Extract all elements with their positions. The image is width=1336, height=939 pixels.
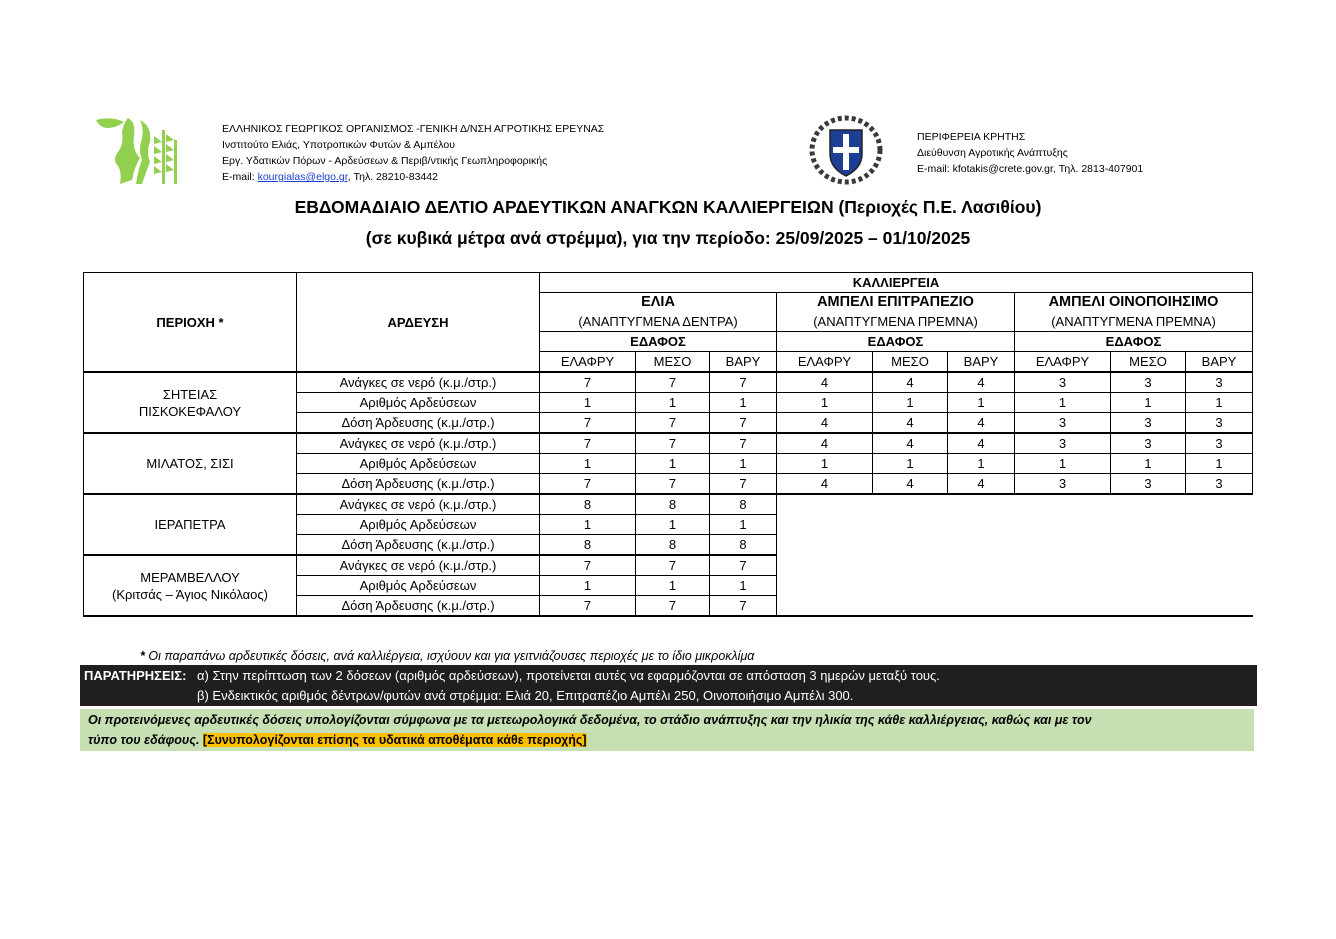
- notes-label: ΠΑΡΑΤΗΡΗΣΕΙΣ:: [84, 668, 187, 683]
- value-cell: 4: [873, 433, 948, 454]
- methodology-note: [80, 709, 1254, 751]
- crop-sub-olive: (ΑΝΑΠΤΥΓΜΕΝΑ ΔΕΝΤΡΑ): [540, 312, 777, 332]
- value-cell: 3: [1111, 474, 1186, 495]
- value-cell: 4: [948, 372, 1015, 393]
- row-label: Αριθμός Αρδεύσεων: [297, 515, 540, 535]
- soil-header: ΕΔΑΦΟΣ: [777, 332, 1015, 352]
- soil-type-heavy: ΒΑΡΥ: [710, 352, 777, 373]
- value-cell: 7: [710, 433, 777, 454]
- value-cell: 4: [777, 433, 873, 454]
- value-cell: 1: [710, 515, 777, 535]
- value-cell: 7: [710, 596, 777, 617]
- row-label: Αριθμός Αρδεύσεων: [297, 393, 540, 413]
- value-cell: 1: [540, 454, 636, 474]
- row-label: Ανάγκες σε νερό (κ.μ./στρ.): [297, 494, 540, 515]
- value-cell: 4: [777, 413, 873, 434]
- value-cell: 1: [1015, 393, 1111, 413]
- value-cell: 7: [636, 372, 710, 393]
- document-title: ΕΒΔΟΜΑΔΙΑΙΟ ΔΕΛΤΙΟ ΑΡΔΕΥΤΙΚΩΝ ΑΝΑΓΚΩΝ ΚΑΛΛΙΕΡΓΕΙΩΝ (Περιοχές Π.Ε. Λασιθίου): [294, 197, 1042, 217]
- crop-name-table-grape: ΑΜΠΕΛΙ ΕΠΙΤΡΑΠΕΖΙΟ: [777, 293, 1015, 313]
- soil-type-heavy: ΒΑΡΥ: [948, 352, 1015, 373]
- irrigation-table: [83, 272, 1253, 617]
- table-row: [84, 433, 1253, 454]
- value-cell: 1: [1186, 454, 1253, 474]
- value-cell: 1: [777, 454, 873, 474]
- row-label: Αριθμός Αρδεύσεων: [297, 576, 540, 596]
- soil-type-medium: ΜΕΣΟ: [636, 352, 710, 373]
- value-cell: 7: [710, 372, 777, 393]
- value-cell: 1: [1111, 454, 1186, 474]
- value-cell: 4: [777, 372, 873, 393]
- value-cell: 4: [873, 372, 948, 393]
- soil-type-light: ΕΛΑΦΡΥ: [540, 352, 636, 373]
- crop-sub-table-grape: (ΑΝΑΠΤΥΓΜΕΝΑ ΠΡΕΜΝΑ): [777, 312, 1015, 332]
- soil-type-medium: ΜΕΣΟ: [873, 352, 948, 373]
- value-cell: 7: [710, 474, 777, 495]
- value-cell: 7: [636, 555, 710, 576]
- email-link[interactable]: kourgialas@elgo.gr: [257, 171, 348, 183]
- soil-header: ΕΔΑΦΟΣ: [540, 332, 777, 352]
- header-right-text: [917, 129, 1143, 177]
- value-cell: 3: [1186, 372, 1253, 393]
- value-cell: 1: [1015, 454, 1111, 474]
- value-cell: 1: [777, 393, 873, 413]
- value-cell: 7: [540, 474, 636, 495]
- methodology-line-1: Οι προτεινόμενες αρδευτικές δόσεις υπολογίζονται σύμφωνα με τα μετεωρολογικά δεδομένα, το στάδιο ανάπτυξης και την ηλικία της κάθε καλλιέργειας, καθώς και με τον: [88, 713, 1092, 727]
- soil-type-heavy: ΒΑΡΥ: [1186, 352, 1253, 373]
- value-cell: 7: [540, 596, 636, 617]
- value-cell: 1: [1186, 393, 1253, 413]
- value-cell: 4: [873, 474, 948, 495]
- empty-cell: [777, 515, 1253, 535]
- value-cell: 3: [1111, 372, 1186, 393]
- value-cell: 1: [948, 454, 1015, 474]
- header-left-line: Εργ. Υδατικών Πόρων - Αρδεύσεων & Περιβ/ντικής Γεωπληροφορικής: [222, 155, 548, 167]
- header-left-text: [222, 121, 604, 185]
- empty-cell: [777, 596, 1253, 617]
- value-cell: 1: [636, 515, 710, 535]
- value-cell: 1: [873, 454, 948, 474]
- soil-type-light: ΕΛΑΦΡΥ: [1015, 352, 1111, 373]
- value-cell: 3: [1186, 413, 1253, 434]
- value-cell: 7: [636, 474, 710, 495]
- value-cell: 7: [540, 555, 636, 576]
- value-cell: 8: [710, 494, 777, 515]
- value-cell: 4: [873, 413, 948, 434]
- region-cell: ΣΗΤΕΙΑΣ ΠΙΣΚΟΚΕΦΑΛΟΥ: [84, 372, 297, 433]
- value-cell: 7: [710, 555, 777, 576]
- crop-group-header: ΚΑΛΛΙΕΡΓΕΙΑ: [540, 273, 1253, 293]
- highlighted-note: [Συνυπολογίζονται επίσης τα υδατικά αποθέματα κάθε περιοχής]: [202, 733, 587, 747]
- soil-header: ΕΔΑΦΟΣ: [1015, 332, 1253, 352]
- value-cell: 3: [1186, 474, 1253, 495]
- soil-type-light: ΕΛΑΦΡΥ: [777, 352, 873, 373]
- value-cell: 7: [636, 596, 710, 617]
- row-label: Δόση Άρδευσης (κ.μ./στρ.): [297, 535, 540, 556]
- value-cell: 1: [710, 576, 777, 596]
- value-cell: 1: [710, 454, 777, 474]
- footnote: * Οι παραπάνω αρδευτικές δόσεις, ανά καλλιέργεια, ισχύουν και για γειτνιάζουσες περιοχές με το ίδιο μικροκλίμα: [140, 649, 755, 663]
- row-label: Ανάγκες σε νερό (κ.μ./στρ.): [297, 372, 540, 393]
- value-cell: 8: [710, 535, 777, 556]
- value-cell: 4: [777, 474, 873, 495]
- value-cell: 1: [540, 576, 636, 596]
- value-cell: 7: [636, 433, 710, 454]
- value-cell: 7: [540, 372, 636, 393]
- value-cell: 3: [1015, 474, 1111, 495]
- row-label: Δόση Άρδευσης (κ.μ./στρ.): [297, 474, 540, 495]
- value-cell: 7: [540, 413, 636, 434]
- header-left-line: Ινστιτούτο Ελιάς, Υποτροπικών Φυτών & Αμπέλου: [222, 139, 455, 151]
- value-cell: 3: [1015, 413, 1111, 434]
- region-cell: ΜΙΛΑΤΟΣ, ΣΙΣΙ: [84, 433, 297, 494]
- note-b: β) Ενδεικτικός αριθμός δέντρων/φυτών ανά στρέμμα: Ελιά 20, Επιτραπέζιο Αμπέλι 250, Οινοποιήσιμο Αμπέλι 300.: [197, 688, 854, 703]
- value-cell: 4: [948, 433, 1015, 454]
- table-header-row: [84, 273, 1253, 293]
- crop-name-olive: ΕΛΙΑ: [540, 293, 777, 313]
- value-cell: 7: [636, 413, 710, 434]
- empty-cell: [777, 494, 1253, 515]
- table-row: [84, 494, 1253, 515]
- value-cell: 1: [948, 393, 1015, 413]
- header-right-line: Διεύθυνση Αγροτικής Ανάπτυξης: [917, 147, 1068, 159]
- value-cell: 3: [1186, 433, 1253, 454]
- methodology-line-2: τύπο του εδάφους. [Συνυπολογίζονται επίσης τα υδατικά αποθέματα κάθε περιοχής]: [88, 733, 587, 747]
- region-cell: ΜΕΡΑΜΒΕΛΛΟΥ (Κριτσάς – Άγιος Νικόλαος): [84, 555, 297, 616]
- document-subtitle: (σε κυβικά μέτρα ανά στρέμμα), για την περίοδο: 25/09/2025 – 01/10/2025: [365, 228, 971, 248]
- table-row: [84, 372, 1253, 393]
- value-cell: 7: [710, 413, 777, 434]
- value-cell: 1: [1111, 393, 1186, 413]
- value-cell: 3: [1111, 413, 1186, 434]
- value-cell: 8: [636, 494, 710, 515]
- value-cell: 3: [1111, 433, 1186, 454]
- empty-cell: [777, 555, 1253, 576]
- value-cell: 1: [636, 393, 710, 413]
- row-label: Δόση Άρδευσης (κ.μ./στρ.): [297, 413, 540, 434]
- row-label: Αριθμός Αρδεύσεων: [297, 454, 540, 474]
- value-cell: 1: [710, 393, 777, 413]
- value-cell: 8: [540, 494, 636, 515]
- value-cell: 4: [948, 474, 1015, 495]
- value-cell: 8: [636, 535, 710, 556]
- empty-cell: [777, 576, 1253, 596]
- greek-emblem-logo: [806, 114, 886, 186]
- value-cell: 3: [1015, 433, 1111, 454]
- header-left-line: ΕΛΛΗΝΙΚΟΣ ΓΕΩΡΓΙΚΟΣ ΟΡΓΑΝΙΣΜΟΣ -ΓΕΝΙΚΗ Δ/ΝΣΗ ΑΓΡΟΤΙΚΗΣ ΕΡΕΥΝΑΣ: [222, 123, 605, 135]
- row-label: Ανάγκες σε νερό (κ.μ./στρ.): [297, 555, 540, 576]
- notes-box: [80, 665, 1257, 706]
- elgo-logo: [94, 116, 186, 186]
- value-cell: 1: [873, 393, 948, 413]
- value-cell: 1: [636, 454, 710, 474]
- empty-cell: [777, 535, 1253, 556]
- note-a: α) Στην περίπτωση των 2 δόσεων (αριθμός αρδεύσεων), προτείνεται αυτές να εφαρμόζονται σε απόσταση 3 ημερών μεταξύ τους.: [197, 668, 940, 683]
- table-row: [84, 555, 1253, 576]
- soil-type-medium: ΜΕΣΟ: [1111, 352, 1186, 373]
- value-cell: 4: [948, 413, 1015, 434]
- value-cell: 7: [540, 433, 636, 454]
- value-cell: 1: [540, 393, 636, 413]
- header-right-line: E-mail: kfotakis@crete.gov.gr, Τηλ. 2813-407901: [917, 163, 1144, 175]
- header-left-contact: E-mail: kourgialas@elgo.gr, Τηλ. 28210-83442: [222, 171, 438, 183]
- column-header-irrigation: ΑΡΔΕΥΣΗ: [297, 273, 540, 373]
- column-header-region: ΠΕΡΙΟΧΗ *: [84, 273, 297, 373]
- value-cell: 3: [1015, 372, 1111, 393]
- value-cell: 8: [540, 535, 636, 556]
- row-label: Δόση Άρδευσης (κ.μ./στρ.): [297, 596, 540, 617]
- value-cell: 1: [636, 576, 710, 596]
- row-label: Ανάγκες σε νερό (κ.μ./στρ.): [297, 433, 540, 454]
- region-cell: ΙΕΡΑΠΕΤΡΑ: [84, 494, 297, 555]
- crop-name-wine-grape: ΑΜΠΕΛΙ ΟΙΝΟΠΟΙΗΣΙΜΟ: [1015, 293, 1253, 313]
- header-right-line: ΠΕΡΙΦΕΡΕΙΑ ΚΡΗΤΗΣ: [917, 131, 1026, 143]
- crop-sub-wine-grape: (ΑΝΑΠΤΥΓΜΕΝΑ ΠΡΕΜΝΑ): [1015, 312, 1253, 332]
- value-cell: 1: [540, 515, 636, 535]
